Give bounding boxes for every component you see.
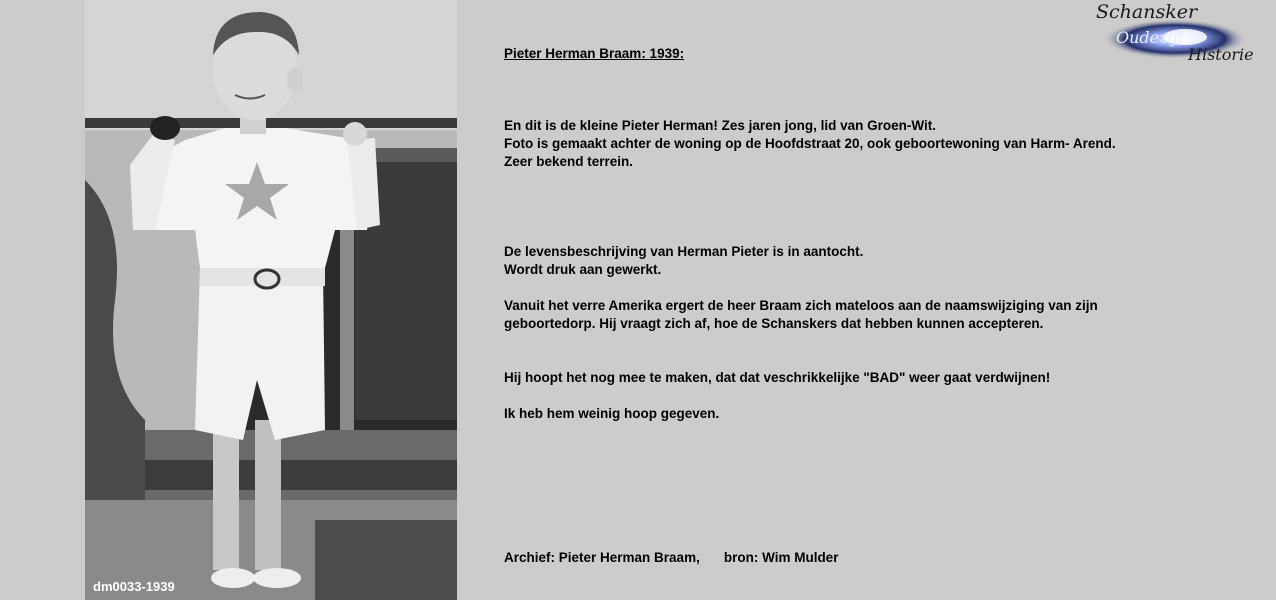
paragraph-line: Vanuit het verre Amerika ergert de heer Braam zich mateloos aan de naamswijziging van zijn: [504, 298, 1098, 313]
source-credits: [504, 549, 838, 567]
paragraph-america: [504, 297, 1098, 333]
logo-line1: Schansker: [1096, 1, 1198, 23]
paragraph-line: geboortedorp. Hij vraagt zich af, hoe de Schanskers dat hebben kunnen accepteren.: [504, 316, 1044, 331]
historic-photo: [85, 0, 457, 600]
paragraph-line: En dit is de kleine Pieter Herman! Zes jaren jong, lid van Groen-Wit.: [504, 118, 936, 133]
logo-line3: Historie: [1188, 45, 1254, 64]
photo-of-boy-icon: [85, 0, 457, 600]
site-logo[interactable]: [1096, 1, 1270, 67]
photo-caption: dm0033-1939: [93, 579, 175, 594]
source-credit: bron: Wim Mulder: [723, 550, 839, 565]
page-title: Pieter Herman Braam: 1939:: [504, 46, 685, 61]
paragraph-line: Ik heb hem weinig hoop gegeven.: [504, 406, 720, 421]
paragraph-hope: [504, 405, 719, 423]
paragraph-biography: [504, 243, 863, 279]
paragraph-line: Foto is gemaakt achter de woning op de Hoofdstraat 20, ook geboortewoning van Harm- Arend.: [504, 136, 1116, 151]
paragraph-intro: [504, 117, 1116, 171]
logo-line2: Oudezijl: [1116, 28, 1183, 47]
paragraph-line: De levensbeschrijving van Herman Pieter is in aantocht.: [504, 244, 864, 259]
paragraph-line: Wordt druk aan gewerkt.: [504, 262, 662, 277]
paragraph-bad: [504, 369, 1050, 387]
paragraph-line: Hij hoopt het nog mee te maken, dat dat veschrikkelijke "BAD" weer gaat verdwijnen!: [504, 370, 1051, 385]
archive-credit: Archief: Pieter Herman Braam,: [504, 550, 700, 565]
paragraph-line: Zeer bekend terrein.: [504, 154, 634, 169]
